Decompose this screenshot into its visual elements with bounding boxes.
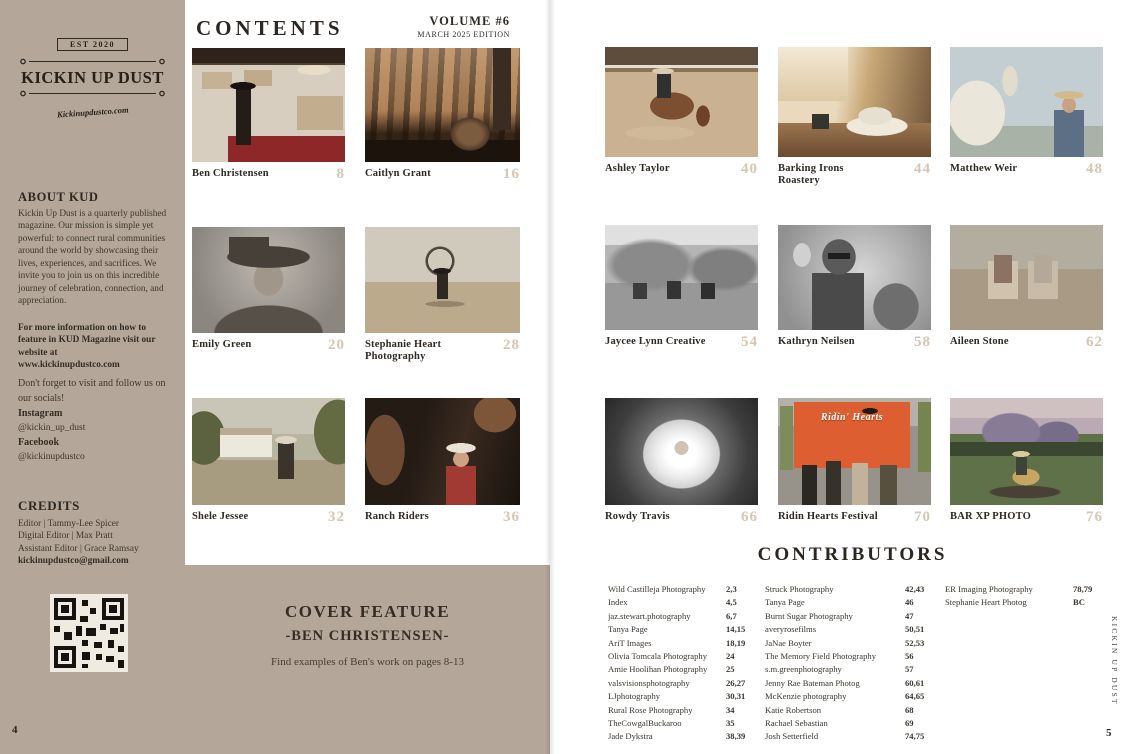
toc-caption	[192, 168, 345, 182]
magazine-logo	[10, 34, 175, 120]
contributor-pages: 42,43	[905, 584, 925, 594]
contributor-name: Josh Setterfield	[765, 731, 819, 742]
instagram-handle: @kickin_up_dust	[18, 423, 86, 433]
contributor-row	[765, 651, 937, 664]
contributor-pages: BC	[1073, 597, 1085, 608]
contributors-column-3	[945, 584, 1105, 611]
contributor-pages: 6,7	[726, 610, 737, 621]
contributor-name: Jenny Rae Bateman Photog	[765, 677, 860, 688]
contributor-name: LJphotography	[608, 691, 661, 702]
toc-item-ashley-taylor	[605, 47, 758, 177]
contributor-pages: 74,75	[905, 731, 925, 742]
contributor-name: valsvisionsphotography	[608, 677, 690, 688]
contributor-name: Olivia Tomcala Photography	[608, 650, 708, 661]
photo-kathryn-neilsen	[778, 225, 931, 330]
toc-caption	[605, 511, 758, 525]
contributors-column-2	[765, 584, 937, 745]
contributor-pages: 56	[905, 650, 914, 661]
credits-email: kickinupdustco@gmail.com	[18, 556, 129, 567]
toc-item-kathryn-neilsen	[778, 225, 931, 350]
feature-note	[18, 322, 170, 372]
contributor-row	[765, 624, 937, 637]
photo-shele-jessee	[192, 398, 345, 505]
toc-entry-name: Stephanie Heart Photography	[365, 339, 442, 362]
socials-note: Don't forget to visit and follow us on our socials!	[18, 378, 166, 404]
toc-caption	[365, 168, 520, 182]
contributor-row	[765, 678, 937, 691]
toc-item-caitlyn-grant	[365, 48, 520, 182]
toc-caption	[950, 163, 1103, 177]
volume-block	[330, 14, 510, 39]
flourish-ornament-bottom	[16, 89, 169, 98]
contributor-row	[765, 584, 937, 597]
toc-entry-name: Ridin Hearts Festival	[778, 511, 878, 522]
contributor-pages: 50,51	[905, 624, 925, 635]
contributor-row	[608, 638, 758, 651]
edition-label: MARCH 2025 EDITION	[417, 30, 510, 39]
contributor-name: Rachael Sebastian	[765, 717, 828, 728]
contributor-pages: 30,31	[726, 691, 746, 702]
toc-entry-page: 48	[1086, 161, 1103, 177]
contributor-row	[765, 718, 937, 731]
toc-entry-name: Caitlyn Grant	[365, 168, 431, 179]
contributor-name: McKenzie photography	[765, 691, 847, 702]
toc-caption	[778, 163, 931, 186]
contributor-name: Rural Rose Photography	[608, 704, 693, 715]
toc-entry-page: 36	[503, 509, 520, 525]
contributor-name: Burnt Sugar Photography	[765, 610, 853, 621]
photo-caitlyn-grant	[365, 48, 520, 162]
contributor-name: Struck Photography	[765, 584, 834, 594]
toc-item-ben-christensen	[192, 48, 345, 182]
toc-item-matthew-weir	[950, 47, 1103, 177]
socials-block	[18, 376, 170, 465]
toc-caption	[365, 511, 520, 525]
toc-entry-page: 76	[1086, 509, 1103, 525]
photo-ashley-taylor	[605, 47, 758, 157]
contributor-row	[608, 678, 758, 691]
toc-entry-page: 40	[741, 161, 758, 177]
contributor-row	[945, 597, 1105, 610]
contributor-row	[608, 691, 758, 704]
photo-ben-christensen	[192, 48, 345, 162]
toc-item-shele-jessee	[192, 398, 345, 525]
contributor-name: jaz.stewart.photography	[608, 610, 691, 621]
contributor-name: Amie Hoolihan Photography	[608, 664, 708, 675]
contributor-pages: 78,79	[1073, 584, 1093, 594]
toc-entry-page: 70	[914, 509, 931, 525]
contributor-name: Wild Castilleja Photography	[608, 584, 706, 594]
contents-title: CONTENTS	[196, 16, 344, 40]
toc-entry-name: BAR XP PHOTO	[950, 511, 1031, 522]
photo-barking-irons	[778, 47, 931, 157]
contributor-row	[765, 691, 937, 704]
qr-code	[50, 594, 128, 672]
contributor-pages: 2,3	[726, 584, 737, 594]
toc-entry-page: 8	[336, 166, 345, 182]
credits-heading: CREDITS	[18, 498, 80, 513]
contributor-pages: 14,15	[726, 624, 746, 635]
contributor-pages: 26,27	[726, 677, 746, 688]
photo-matthew-weir	[950, 47, 1103, 157]
contributor-row	[608, 651, 758, 664]
contributor-row	[765, 731, 937, 744]
toc-entry-page: 62	[1086, 334, 1103, 350]
contributor-pages: 25	[726, 664, 735, 675]
toc-item-aileen-stone	[950, 225, 1103, 350]
flourish-ornament-top	[16, 57, 169, 66]
toc-entry-page: 58	[914, 334, 931, 350]
logo-website: Kickinupdustco.com	[56, 104, 129, 120]
contributor-name: averyrosefilms	[765, 624, 817, 635]
contributor-name: Stephanie Heart Photog	[945, 597, 1027, 608]
contributor-name: ER Imaging Photography	[945, 584, 1033, 594]
contributor-name: JaNae Boyter	[765, 637, 812, 648]
logo-title: KICKIN UP DUST	[21, 68, 164, 87]
contributor-name: Katie Robertson	[765, 704, 822, 715]
toc-entry-name: Shele Jessee	[192, 511, 249, 522]
toc-caption	[778, 336, 931, 350]
toc-item-stephanie-heart	[365, 227, 520, 362]
toc-caption	[950, 511, 1103, 525]
contributor-row	[765, 597, 937, 610]
contributors-heading: CONTRIBUTORS	[757, 544, 948, 565]
photo-bar-xp	[950, 398, 1103, 505]
toc-entry-name: Rowdy Travis	[605, 511, 670, 522]
toc-caption	[605, 336, 758, 350]
toc-item-jaycee-lynn	[605, 225, 758, 350]
contributor-row	[608, 705, 758, 718]
toc-entry-page: 16	[503, 166, 520, 182]
photo-stephanie-heart	[365, 227, 520, 333]
toc-item-bar-xp	[950, 398, 1103, 525]
about-heading: ABOUT KUD	[18, 190, 99, 204]
toc-caption	[950, 336, 1103, 350]
toc-entry-name: Kathryn Neilsen	[778, 336, 855, 347]
contributor-pages: 69	[905, 717, 914, 728]
contributor-name: TheCowgalBuckaroo	[608, 717, 682, 728]
credits-block	[18, 518, 178, 568]
contributor-name: Tanya Page	[608, 624, 648, 635]
toc-caption	[192, 511, 345, 525]
contributor-pages: 4,5	[726, 597, 737, 608]
feature-note-text: For more information on how to feature in KUD Magazine visit our website at	[18, 323, 156, 358]
toc-item-emily-green	[192, 227, 345, 353]
contributor-row	[608, 718, 758, 731]
toc-entry-name: Ranch Riders	[365, 511, 429, 522]
toc-entry-name: Ben Christensen	[192, 168, 269, 179]
contributor-pages: 60,61	[905, 677, 925, 688]
toc-caption	[778, 511, 931, 525]
photo-ridin-hearts	[778, 398, 931, 505]
contributor-row	[765, 611, 937, 624]
toc-entry-name: Ashley Taylor	[605, 163, 670, 174]
credit-line: Editor | Tammy-Lee Spicer	[18, 519, 119, 529]
contributor-name: Tanya Page	[765, 597, 805, 608]
facebook-handle: @kickinupdustco	[18, 452, 85, 463]
contributor-name: Jade Dykstra	[608, 731, 653, 742]
contributor-row	[945, 584, 1105, 597]
cover-feature-note: Find examples of Ben's work on pages 8-13	[271, 656, 464, 668]
contributor-name: Index	[608, 597, 628, 608]
contributor-pages: 68	[905, 704, 914, 715]
toc-caption	[605, 163, 758, 177]
contributor-pages: 64,65	[905, 691, 925, 702]
toc-entry-name: Emily Green	[192, 339, 252, 350]
toc-item-ranch-riders	[365, 398, 520, 525]
photo-aileen-stone	[950, 225, 1103, 330]
toc-entry-page: 32	[328, 509, 345, 525]
contributor-name: s.m.greenphotography	[765, 664, 842, 675]
contributor-pages: 18,19	[726, 637, 746, 648]
contributor-pages: 47	[905, 610, 914, 621]
contributor-row	[608, 624, 758, 637]
contributor-row	[608, 597, 758, 610]
photo-jaycee-lynn	[605, 225, 758, 330]
contributor-row	[765, 664, 937, 677]
contributor-row	[608, 731, 758, 744]
contributor-row	[608, 664, 758, 677]
toc-entry-page: 20	[328, 337, 345, 353]
contributor-pages: 52,53	[905, 637, 925, 648]
logo-est-badge: EST 2020	[57, 38, 128, 51]
contributor-row	[608, 584, 758, 597]
contributor-name: The Memory Field Photography	[765, 650, 876, 661]
spine-text: KICKIN UP DUST	[1110, 616, 1119, 706]
feature-url: www.kickinupdustco.com	[18, 360, 120, 371]
contributor-pages: 57	[905, 664, 914, 675]
about-body: Kickin Up Dust is a quarterly published magazine. Our mission is simple yet powerful: to connect rural communities around the world by showcasing their lives, experiences, and sacrifices. We invite you to join us on this incredible journey of celebration, connection, and appreciation.	[18, 209, 167, 307]
page-number-left: 4	[12, 724, 18, 736]
credit-line: Digital Editor | Max Pratt	[18, 531, 113, 542]
contributor-pages: 24	[726, 650, 735, 661]
contributor-pages: 35	[726, 717, 735, 728]
contributor-row	[765, 705, 937, 718]
volume-label: VOLUME #6	[429, 14, 510, 28]
contributor-pages: 46	[905, 597, 914, 608]
ridin-hearts-sign-text: Ridin' Hearts	[820, 412, 884, 423]
toc-item-ridin-hearts	[778, 398, 931, 525]
credit-line: Assistant Editor | Grace Ramsay	[18, 543, 139, 554]
photo-ranch-riders	[365, 398, 520, 505]
toc-entry-page: 66	[741, 509, 758, 525]
contributor-pages: 34	[726, 704, 735, 715]
contributor-name: AriT Images	[608, 637, 652, 648]
facebook-label: Facebook	[18, 437, 60, 449]
toc-caption	[192, 339, 345, 353]
contributors-column-1	[608, 584, 758, 745]
toc-entry-page: 44	[914, 161, 931, 177]
photo-emily-green	[192, 227, 345, 333]
toc-caption	[365, 339, 520, 362]
cover-feature-subtitle: -BEN CHRISTENSEN-	[285, 628, 450, 644]
instagram-label: Instagram	[18, 408, 63, 419]
photo-rowdy-travis	[605, 398, 758, 505]
toc-entry-page: 28	[503, 337, 520, 353]
cover-feature-title: COVER FEATURE	[284, 602, 451, 621]
toc-entry-name: Matthew Weir	[950, 163, 1018, 174]
contributor-row	[608, 611, 758, 624]
toc-item-rowdy-travis	[605, 398, 758, 525]
page-number-right: 5	[1106, 727, 1112, 739]
toc-entry-name: Barking Irons Roastery	[778, 163, 844, 186]
toc-entry-name: Aileen Stone	[950, 336, 1009, 347]
contributor-pages: 38,39	[726, 731, 746, 742]
page-fold-shadow	[545, 0, 555, 754]
toc-entry-page: 54	[741, 334, 758, 350]
toc-item-barking-irons	[778, 47, 931, 186]
contributor-row	[765, 638, 937, 651]
toc-entry-name: Jaycee Lynn Creative	[605, 336, 706, 347]
